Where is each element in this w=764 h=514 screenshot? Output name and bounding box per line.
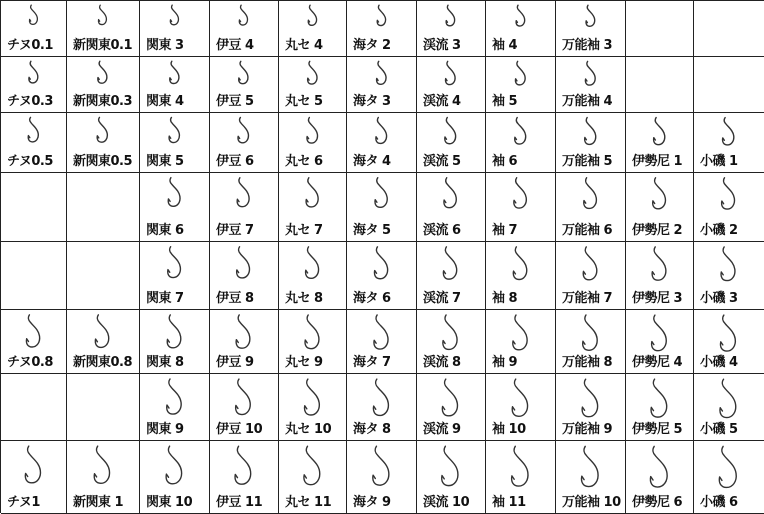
- hook-cell: [210, 242, 279, 310]
- hook-cell: [67, 310, 140, 374]
- hook-cell: [417, 113, 486, 173]
- hook-cell: [417, 374, 486, 441]
- hook-size-label: 伊勢尼 4: [632, 355, 683, 370]
- hook-cell: [67, 113, 140, 173]
- fish-hook-icon: [371, 313, 393, 352]
- fish-hook-icon: [584, 4, 597, 28]
- fish-hook-icon: [372, 176, 391, 210]
- hook-cell: [1, 1, 67, 57]
- hook-size-label: 伊豆 11: [216, 495, 263, 510]
- hook-cell: [1, 57, 67, 113]
- hook-size-label: 渓流 3: [423, 38, 461, 53]
- hook-cell: [279, 113, 347, 173]
- hook-cell: [210, 310, 279, 374]
- hook-cell: [694, 310, 764, 374]
- fish-hook-icon: [168, 60, 182, 85]
- fish-hook-icon: [304, 116, 320, 145]
- hook-size-label: 関東 6: [146, 223, 184, 238]
- hook-size-label: 袖 6: [492, 154, 518, 169]
- hook-cell: [279, 57, 347, 113]
- fish-hook-icon: [579, 313, 601, 353]
- hook-cell: [347, 173, 417, 242]
- fish-hook-icon: [234, 313, 255, 351]
- fish-hook-icon: [716, 444, 742, 491]
- hook-cell: [556, 113, 626, 173]
- fish-hook-icon: [96, 60, 110, 85]
- hook-size-label: 伊勢尼 1: [632, 154, 683, 169]
- fish-hook-icon: [647, 444, 673, 491]
- hook-cell: [67, 57, 140, 113]
- fish-hook-icon: [302, 313, 323, 352]
- hook-size-label: 新関東0.8: [73, 355, 133, 370]
- hook-cell: [347, 57, 417, 113]
- hook-size-label: 海タ 4: [353, 154, 391, 169]
- hook-size-label: 袖 10: [492, 422, 526, 437]
- hook-cell: [626, 173, 694, 242]
- empty-cell: [67, 173, 140, 242]
- hook-cell: [140, 310, 210, 374]
- hook-size-label: 伊豆 7: [216, 223, 254, 238]
- hook-size-label: 関東 5: [146, 154, 184, 169]
- empty-cell: [67, 242, 140, 310]
- hook-cell: [347, 441, 417, 514]
- fish-hook-icon: [237, 60, 251, 86]
- hook-cell: [210, 374, 279, 441]
- hook-size-label: 渓流 8: [423, 355, 461, 370]
- hook-cell: [626, 374, 694, 441]
- hook-cell: [556, 1, 626, 57]
- hook-size-label: 丸セ 10: [285, 422, 332, 437]
- hook-size-label: 小磯 1: [700, 154, 738, 169]
- hook-size-label: 袖 4: [492, 38, 518, 53]
- hook-size-label: 伊勢尼 2: [632, 223, 683, 238]
- hook-cell: [210, 441, 279, 514]
- fish-hook-icon: [510, 245, 531, 282]
- hook-size-label: 伊勢尼 5: [632, 422, 683, 437]
- fish-hook-icon: [163, 377, 185, 417]
- hook-cell: [626, 242, 694, 310]
- fish-hook-icon: [445, 4, 458, 28]
- hook-cell: [556, 242, 626, 310]
- hook-cell: [556, 441, 626, 514]
- fish-hook-icon: [165, 245, 184, 280]
- hook-size-label: 袖 7: [492, 223, 518, 238]
- hook-size-label: 新関東0.3: [73, 94, 133, 109]
- empty-cell: [1, 242, 67, 310]
- hook-cell: [210, 1, 279, 57]
- fish-hook-icon: [305, 60, 319, 86]
- hook-cell: [556, 374, 626, 441]
- hook-cell: [626, 113, 694, 173]
- hook-size-label: 万能袖 3: [562, 38, 613, 53]
- fish-hook-icon: [581, 176, 600, 211]
- hook-size-label: 伊勢尼 3: [632, 291, 683, 306]
- hook-cell: [279, 374, 347, 441]
- hook-size-label: 小磯 4: [700, 355, 738, 370]
- hook-cell: [417, 242, 486, 310]
- fish-hook-icon: [719, 176, 739, 212]
- fish-hook-icon: [578, 444, 603, 490]
- fish-hook-icon: [510, 313, 532, 353]
- empty-cell: [694, 57, 764, 113]
- hook-cell: [140, 374, 210, 441]
- fish-hook-icon: [369, 444, 394, 489]
- hook-size-label: 丸セ 9: [285, 355, 323, 370]
- hook-size-label: 小磯 5: [700, 422, 738, 437]
- empty-cell: [1, 173, 67, 242]
- fish-hook-icon: [509, 377, 532, 420]
- fish-hook-icon: [300, 444, 324, 488]
- hook-cell: [279, 310, 347, 374]
- hook-size-label: 関東 10: [146, 495, 193, 510]
- hook-cell: [694, 441, 764, 514]
- hook-cell: [1, 113, 67, 173]
- hook-cell: [694, 113, 764, 173]
- hook-size-label: チヌ0.8: [7, 355, 53, 370]
- fish-hook-icon: [370, 377, 393, 419]
- hook-cell: [140, 1, 210, 57]
- fish-hook-icon: [511, 176, 530, 211]
- hook-size-label: 伊豆 5: [216, 94, 254, 109]
- hook-size-label: 伊豆 8: [216, 291, 254, 306]
- hook-cell: [279, 1, 347, 57]
- hook-cell: [347, 113, 417, 173]
- hook-size-label: 伊豆 9: [216, 355, 254, 370]
- fish-hook-icon: [371, 245, 391, 282]
- hook-size-label: 関東 9: [146, 422, 184, 437]
- hook-size-label: 袖 9: [492, 355, 518, 370]
- fish-hook-icon: [27, 4, 39, 26]
- empty-cell: [67, 374, 140, 441]
- hook-cell: [417, 173, 486, 242]
- hook-size-label: 海タ 6: [353, 291, 391, 306]
- empty-cell: [626, 1, 694, 57]
- hook-size-label: 伊勢尼 6: [632, 495, 683, 510]
- hook-size-label: 万能袖 5: [562, 154, 613, 169]
- hook-size-label: チヌ0.5: [7, 154, 53, 169]
- hook-cell: [1, 441, 67, 514]
- fish-hook-icon: [444, 60, 459, 87]
- empty-cell: [626, 57, 694, 113]
- hook-cell: [347, 242, 417, 310]
- hook-size-label: 新関東0.5: [73, 154, 133, 169]
- fish-hook-icon: [375, 4, 388, 27]
- fish-hook-icon: [22, 444, 45, 486]
- hook-cell: [140, 242, 210, 310]
- hook-cell: [1, 310, 67, 374]
- hook-size-label: 渓流 9: [423, 422, 461, 437]
- hook-size-label: 袖 5: [492, 94, 518, 109]
- hook-cell: [626, 310, 694, 374]
- fish-hook-icon: [236, 116, 252, 145]
- fish-hook-icon: [235, 176, 253, 209]
- fish-hook-icon: [163, 444, 187, 487]
- hook-size-label: 万能袖 9: [562, 422, 613, 437]
- hook-cell: [694, 242, 764, 310]
- fish-hook-icon: [441, 245, 461, 282]
- hook-size-label: 海タ 2: [353, 38, 391, 53]
- fish-hook-icon: [232, 444, 256, 488]
- fish-hook-icon: [168, 4, 180, 27]
- hook-size-label: 丸セ 6: [285, 154, 323, 169]
- fish-hook-icon: [580, 245, 601, 283]
- hook-size-label: 新関東0.1: [73, 38, 133, 53]
- hook-size-label: 海タ 5: [353, 223, 391, 238]
- hook-cell: [556, 57, 626, 113]
- hook-cell: [556, 173, 626, 242]
- hook-size-label: チヌ1: [7, 495, 40, 510]
- hook-cell: [140, 57, 210, 113]
- hook-size-label: 海タ 7: [353, 355, 391, 370]
- fish-hook-icon: [97, 4, 109, 26]
- fish-hook-icon: [166, 176, 184, 209]
- hook-cell: [486, 173, 556, 242]
- hook-cell: [417, 57, 486, 113]
- hook-size-label: 伊豆 6: [216, 154, 254, 169]
- hook-size-label: 万能袖 10: [562, 495, 621, 510]
- fish-hook-icon: [306, 4, 319, 27]
- hook-size-label: 海タ 8: [353, 422, 391, 437]
- fish-hook-icon: [442, 176, 461, 210]
- fish-hook-icon: [91, 444, 114, 487]
- hook-cell: [694, 374, 764, 441]
- fish-hook-icon: [648, 313, 670, 354]
- hook-cell: [417, 1, 486, 57]
- fish-hook-icon: [23, 313, 43, 350]
- hook-size-label: 渓流 5: [423, 154, 461, 169]
- hook-cell: [140, 173, 210, 242]
- hook-cell: [486, 57, 556, 113]
- hook-cell: [486, 1, 556, 57]
- fish-hook-icon: [164, 313, 185, 351]
- hook-size-label: 万能袖 6: [562, 223, 613, 238]
- hook-cell: [140, 113, 210, 173]
- hook-cell: [67, 1, 140, 57]
- fish-hook-icon: [512, 116, 529, 146]
- fish-hook-icon: [718, 313, 741, 354]
- fish-hook-icon: [440, 313, 462, 352]
- hook-size-label: 丸セ 7: [285, 223, 323, 238]
- fish-hook-icon: [651, 116, 668, 147]
- hook-cell: [626, 441, 694, 514]
- hook-cell: [140, 441, 210, 514]
- hook-cell: [347, 1, 417, 57]
- hook-size-label: チヌ0.1: [7, 38, 53, 53]
- hook-cell: [694, 173, 764, 242]
- hook-size-label: 関東 7: [146, 291, 184, 306]
- hook-cell: [417, 441, 486, 514]
- fish-hook-icon: [233, 377, 255, 418]
- hook-cell: [486, 113, 556, 173]
- hook-cell: [486, 242, 556, 310]
- hook-size-label: 丸セ 4: [285, 38, 323, 53]
- hook-size-label: 小磯 2: [700, 223, 738, 238]
- hook-cell: [486, 374, 556, 441]
- hook-cell: [210, 173, 279, 242]
- hook-size-label: 袖 8: [492, 291, 518, 306]
- fish-hook-icon: [303, 176, 321, 210]
- fish-hook-icon: [582, 116, 599, 147]
- fish-hook-icon: [443, 116, 460, 146]
- hook-size-label: チヌ0.3: [7, 94, 53, 109]
- hook-cell: [279, 242, 347, 310]
- hook-size-label: 丸セ 11: [285, 495, 332, 510]
- fish-hook-icon: [373, 116, 389, 146]
- hook-size-label: 渓流 10: [423, 495, 470, 510]
- hook-cell: [210, 113, 279, 173]
- hook-cell: [279, 441, 347, 514]
- hook-cell: [486, 441, 556, 514]
- hook-size-label: 関東 8: [146, 355, 184, 370]
- fish-hook-icon: [167, 116, 183, 145]
- hook-size-label: 伊豆 10: [216, 422, 263, 437]
- hook-size-label: 海タ 9: [353, 495, 391, 510]
- fish-hook-icon: [649, 245, 670, 283]
- fish-hook-icon: [26, 116, 41, 144]
- hook-size-label: 海タ 3: [353, 94, 391, 109]
- fish-hook-icon: [514, 4, 527, 28]
- fish-hook-icon: [720, 116, 737, 147]
- fish-hook-icon: [648, 377, 672, 420]
- hook-size-label: 小磯 6: [700, 495, 738, 510]
- empty-cell: [694, 1, 764, 57]
- fish-hook-icon: [234, 245, 254, 281]
- hook-cell: [486, 310, 556, 374]
- empty-cell: [1, 374, 67, 441]
- fish-hook-icon: [301, 377, 324, 418]
- hook-size-label: 小磯 3: [700, 291, 738, 306]
- fish-hook-icon: [717, 377, 741, 421]
- hook-cell: [279, 173, 347, 242]
- hook-size-label: 万能袖 7: [562, 291, 613, 306]
- hook-size-label: 新関東 1: [73, 495, 124, 510]
- fish-hook-icon: [513, 60, 528, 87]
- fish-hook-icon: [439, 444, 464, 489]
- hook-size-label: 丸セ 8: [285, 291, 323, 306]
- hook-size-label: 渓流 6: [423, 223, 461, 238]
- hook-cell: [347, 310, 417, 374]
- hook-cell: [67, 441, 140, 514]
- fish-hook-icon: [374, 60, 389, 86]
- fish-hook-icon: [583, 60, 598, 87]
- fish-hook-icon: [579, 377, 603, 420]
- hook-cell: [417, 310, 486, 374]
- fish-hook-icon: [95, 116, 111, 144]
- fish-hook-icon: [650, 176, 670, 212]
- fish-hook-icon: [439, 377, 462, 419]
- hook-size-label: 渓流 4: [423, 94, 461, 109]
- fish-hook-icon: [238, 4, 251, 27]
- hook-size-label: 万能袖 4: [562, 94, 613, 109]
- hook-cell: [556, 310, 626, 374]
- hook-cell: [347, 374, 417, 441]
- fish-hook-icon: [508, 444, 533, 490]
- hook-cell: [210, 57, 279, 113]
- hook-size-label: 関東 3: [146, 38, 184, 53]
- fish-hook-icon: [27, 60, 41, 85]
- fish-hook-icon: [93, 313, 114, 350]
- hook-size-label: 万能袖 8: [562, 355, 613, 370]
- hook-size-label: 渓流 7: [423, 291, 461, 306]
- fish-hook-icon: [718, 245, 739, 284]
- hook-size-label: 伊豆 4: [216, 38, 254, 53]
- hook-size-label: 袖 11: [492, 495, 526, 510]
- hook-size-label: 丸セ 5: [285, 94, 323, 109]
- fish-hook-icon: [303, 245, 323, 281]
- hook-size-label: 関東 4: [146, 94, 184, 109]
